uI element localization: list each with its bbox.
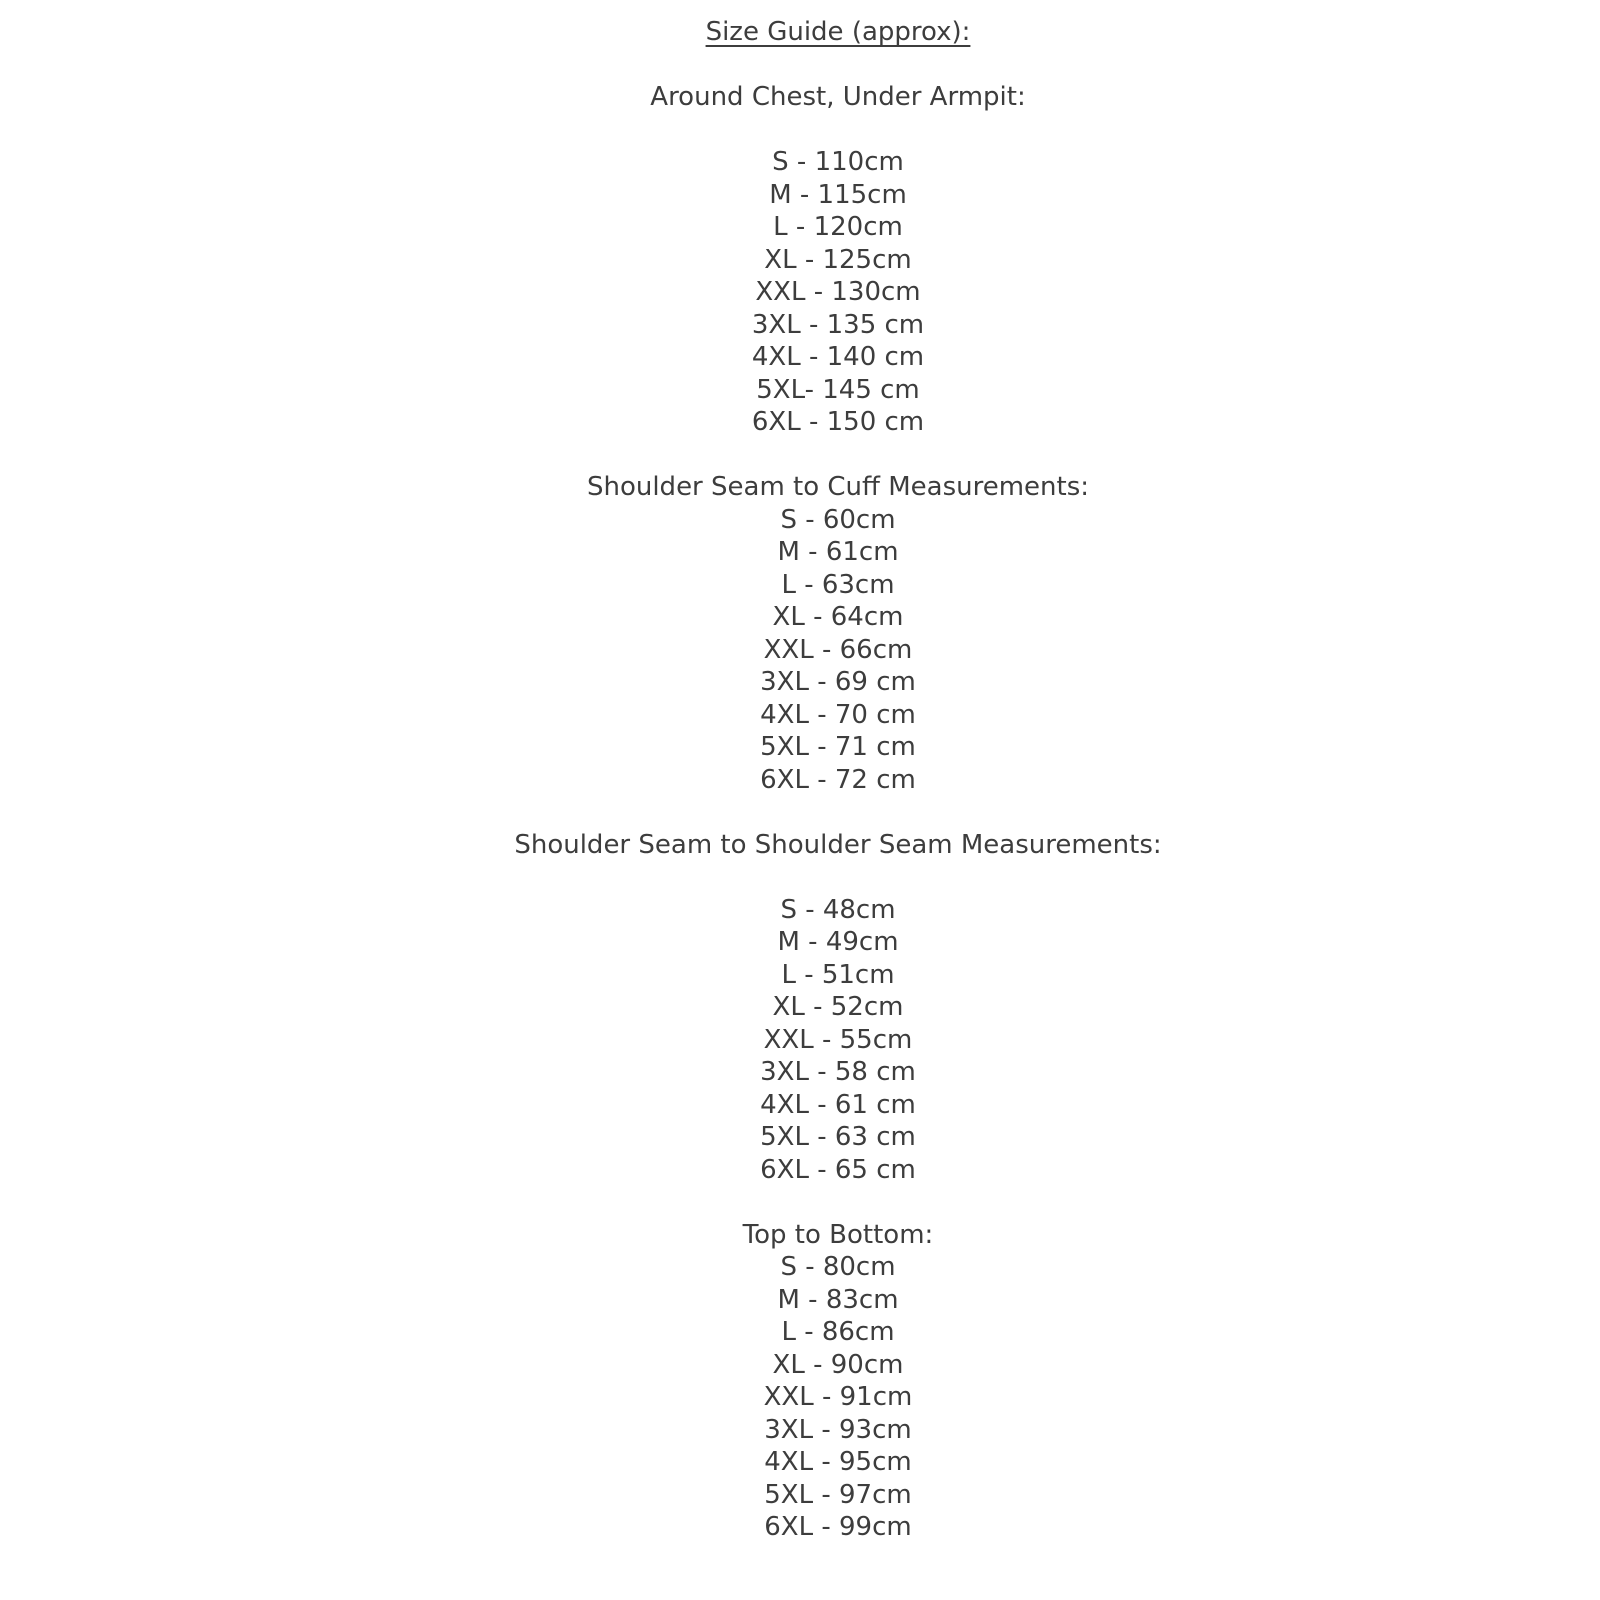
size-row: S - 48cm — [780, 894, 896, 925]
size-row: 4XL - 70 cm — [760, 699, 916, 730]
size-row: L - 63cm — [781, 569, 895, 600]
size-list — [76, 504, 1600, 797]
size-row: XL - 125cm — [764, 244, 912, 275]
size-row: 3XL - 93cm — [764, 1414, 912, 1445]
size-section — [76, 829, 1600, 1187]
size-row: 6XL - 65 cm — [760, 1154, 916, 1185]
size-row: 4XL - 61 cm — [760, 1089, 916, 1120]
size-row: XXL - 55cm — [763, 1024, 913, 1055]
size-row: M - 49cm — [777, 927, 899, 957]
size-list — [76, 1251, 1600, 1544]
size-row: XL - 90cm — [772, 1349, 904, 1380]
section-heading: Shoulder Seam to Shoulder Seam Measurements: — [514, 829, 1162, 860]
size-row: 5XL - 71 cm — [760, 732, 916, 762]
size-row: XL - 64cm — [772, 602, 904, 632]
size-row: XXL - 66cm — [763, 634, 913, 665]
size-guide-title: Size Guide (approx): — [705, 17, 971, 47]
section-heading: Shoulder Seam to Cuff Measurements: — [586, 472, 1090, 502]
size-row: XXL - 130cm — [755, 277, 921, 307]
size-row: 3XL - 135 cm — [751, 309, 925, 340]
size-row: XXL - 91cm — [763, 1382, 913, 1412]
size-row: 5XL - 97cm — [764, 1479, 912, 1510]
section-heading: Top to Bottom: — [742, 1219, 934, 1250]
size-row: 5XL - 63 cm — [760, 1122, 916, 1152]
size-row: S - 80cm — [780, 1252, 896, 1282]
size-row: M - 115cm — [769, 179, 907, 210]
size-list — [76, 146, 1600, 439]
size-guide-sections — [76, 81, 1600, 1544]
size-section — [76, 1219, 1600, 1544]
size-list — [76, 894, 1600, 1187]
size-row: 6XL - 72 cm — [760, 764, 916, 795]
size-row: M - 61cm — [777, 537, 899, 567]
size-row: L - 51cm — [781, 959, 895, 990]
size-row: 3XL - 69 cm — [760, 667, 916, 697]
size-row: 4XL - 140 cm — [751, 342, 925, 372]
size-row: L - 120cm — [773, 212, 903, 242]
size-row: XL - 52cm — [772, 992, 904, 1022]
section-heading: Around Chest, Under Armpit: — [650, 82, 1026, 112]
size-section — [76, 81, 1600, 439]
size-row: M - 83cm — [777, 1284, 899, 1315]
size-row: 5XL- 145 cm — [756, 374, 920, 405]
size-row: L - 86cm — [781, 1317, 895, 1347]
size-row: 6XL - 99cm — [764, 1512, 912, 1542]
size-row: S - 110cm — [772, 147, 904, 177]
size-section — [76, 471, 1600, 796]
size-row: 3XL - 58 cm — [760, 1057, 916, 1087]
size-row: S - 60cm — [780, 504, 896, 535]
size-row: 4XL - 95cm — [764, 1447, 912, 1477]
size-row: 6XL - 150 cm — [751, 407, 925, 437]
